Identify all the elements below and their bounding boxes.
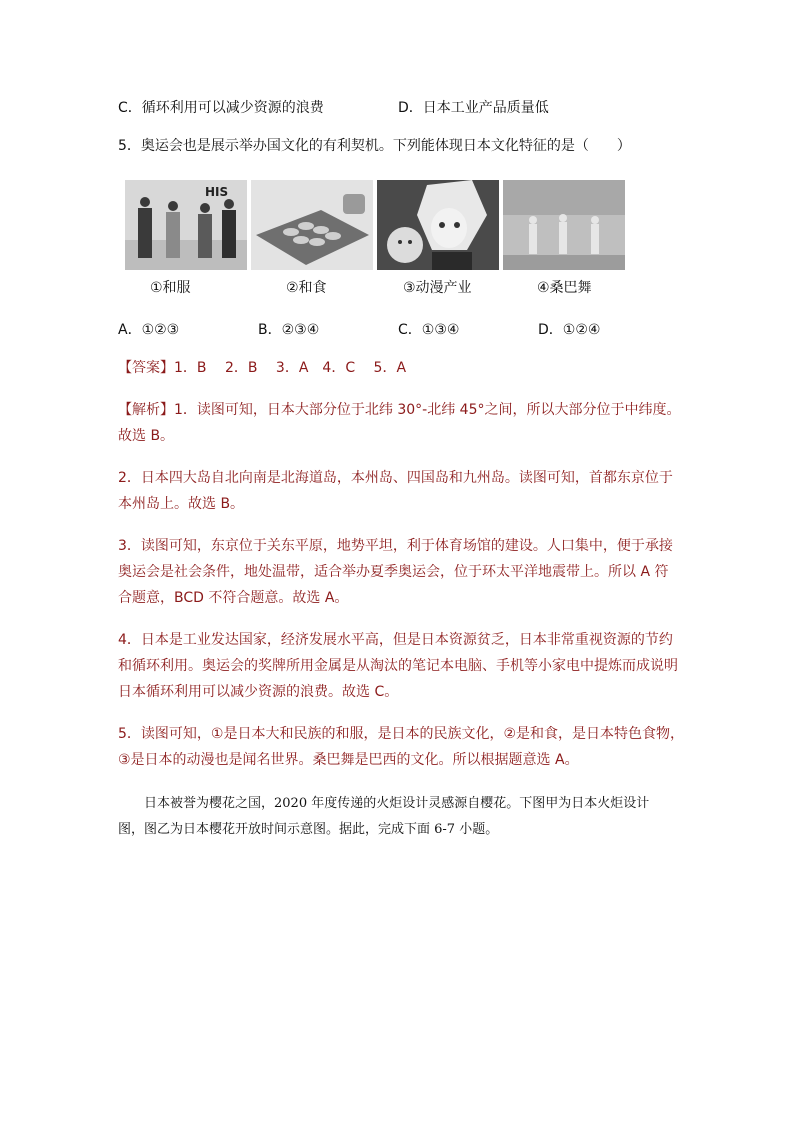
caption-anime: ③动漫产业 — [403, 280, 472, 296]
anime-image — [377, 180, 499, 270]
kimono-photo — [125, 180, 247, 270]
samba-photo — [503, 180, 625, 270]
analysis-4-line-2: 和循环利用。奥运会的奖牌所用金属是从淘汰的笔记本电脑、手机等小家电中提炼而成说明 — [118, 658, 678, 674]
q5-option-c: C．①③④ — [398, 322, 460, 338]
caption-sushi: ②和食 — [286, 280, 327, 296]
caption-kimono: ①和服 — [150, 280, 191, 296]
analysis-3-line-1: 3．读图可知，东京位于关东平原，地势平坦，利于体育场馆的建设。人口集中，便于承接 — [118, 538, 673, 554]
q5-option-d: D．①②④ — [538, 322, 601, 338]
analysis-3-line-3: 合题意，BCD 不符合题意。故选 A。 — [118, 590, 349, 606]
caption-samba: ④桑巴舞 — [537, 280, 592, 296]
analysis-5-line-1: 5．读图可知，①是日本大和民族的和服，是日本的民族文化，②是和食，是日本特色食物， — [118, 726, 685, 742]
q4-option-d: D．日本工业产品质量低 — [398, 100, 549, 116]
answer-line: 【答案】1．B 2．B 3．A 4．C 5．A — [118, 360, 407, 376]
intro-line-1: 日本被誉为樱花之国，2020 年度传递的火炬设计灵感源自樱花。下图甲为日本火炬设计 — [118, 796, 650, 811]
q5-option-a: A．①②③ — [118, 322, 180, 338]
analysis-5-line-2: ③是日本的动漫也是闻名世界。桑巴舞是巴西的文化。所以根据题意选 A。 — [118, 752, 579, 768]
analysis-2-line-2: 本州岛上。故选 B。 — [118, 496, 245, 512]
analysis-1-line-1: 【解析】1．读图可知，日本大部分位于北纬 30°-北纬 45°之间，所以大部分位于中纬度。 — [118, 402, 681, 418]
analysis-4-line-3: 日本循环利用可以减少资源的浪费。故选 C。 — [118, 684, 399, 700]
sushi-photo — [251, 180, 373, 270]
analysis-4-line-1: 4．日本是工业发达国家，经济发展水平高，但是日本资源贫乏，日本非常重视资源的节约 — [118, 632, 673, 648]
q5-stem: 5．奥运会也是展示举办国文化的有利契机。下列能体现日本文化特征的是（ ） — [118, 138, 631, 154]
analysis-2-line-1: 2．日本四大岛自北向南是北海道岛，本州岛、四国岛和九州岛。读图可知，首都东京位于 — [118, 470, 673, 486]
analysis-3-line-2: 奥运会是社会条件，地处温带，适合举办夏季奥运会，位于环太平洋地震带上。所以 A 符 — [118, 564, 669, 580]
intro-line-2: 图，图乙为日本樱花开放时间示意图。据此，完成下面 6-7 小题。 — [118, 822, 499, 837]
q4-option-c: C．循环利用可以减少资源的浪费 — [118, 100, 324, 116]
analysis-1-line-2: 故选 B。 — [118, 428, 175, 444]
q5-option-b: B．②③④ — [258, 322, 320, 338]
kimono-sign-text: HIS — [205, 185, 229, 199]
